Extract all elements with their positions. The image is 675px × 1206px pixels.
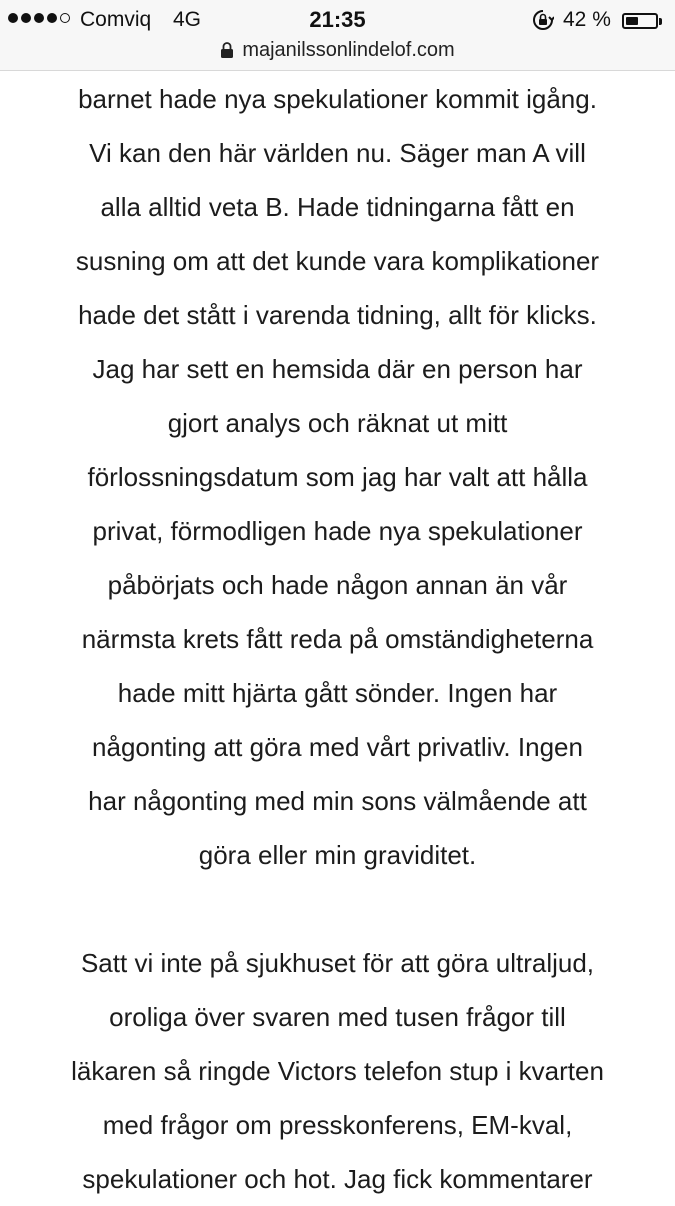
- text-line: privat, förmodligen hade nya spekulationer: [92, 516, 583, 546]
- address-bar[interactable]: [0, 36, 675, 64]
- clock: 21:35: [309, 7, 366, 32]
- battery-cap: [659, 18, 662, 25]
- article-body: [0, 72, 675, 1206]
- text-line: har någonting med min sons välmående att: [88, 786, 587, 816]
- text-line: alla alltid veta B. Hade tidningarna fått en: [100, 192, 575, 222]
- text-line: hade mitt hjärta gått sönder. Ingen har: [117, 678, 558, 708]
- status-row: [0, 4, 675, 34]
- carrier-name: Comviq: [80, 8, 152, 31]
- battery-percentage: 42 %: [563, 8, 611, 31]
- text-line: Jag har sett en hemsida där en person har: [92, 354, 583, 384]
- text-line: Satt vi inte på sjukhuset för att göra ultraljud,: [80, 948, 595, 978]
- status-bar: [0, 0, 675, 71]
- paragraph: [0, 72, 675, 882]
- network-type: 4G: [173, 8, 202, 31]
- url-text: majanilssonlindelof.com: [242, 38, 455, 61]
- paragraph: [0, 936, 675, 1206]
- text-line: hade det stått i varenda tidning, allt för klicks.: [78, 300, 597, 330]
- text-line: Vi kan den här världen nu. Säger man A vill: [89, 138, 586, 168]
- text-line: oroliga över svaren med tusen frågor till: [109, 1002, 566, 1032]
- text-line: gjort analys och räknat ut mitt: [167, 408, 508, 438]
- paragraph-spacer: [0, 882, 675, 936]
- text-line: påbörjats och hade någon annan än vår: [107, 570, 568, 600]
- battery-fill: [626, 17, 638, 25]
- text-line: göra eller min graviditet.: [198, 840, 477, 870]
- lock-icon: [220, 41, 234, 59]
- text-line: närmsta krets fått reda på omständigheterna: [81, 624, 594, 654]
- text-line: barnet hade nya spekulationer kommit igång.: [78, 84, 597, 114]
- text-line: med frågor om presskonferens, EM-kval,: [102, 1110, 573, 1140]
- text-line: susning om att det kunde vara komplikationer: [75, 246, 600, 276]
- rotation-lock-icon: [532, 9, 554, 31]
- text-line: läkaren så ringde Victors telefon stup i kvarten: [71, 1056, 604, 1086]
- text-line: förlossningsdatum som jag har valt att hålla: [87, 462, 588, 492]
- battery-icon: [622, 13, 658, 29]
- text-line: någonting att göra med vårt privatliv. Ingen: [92, 732, 583, 762]
- text-line: spekulationer och hot. Jag fick kommentarer: [82, 1164, 593, 1194]
